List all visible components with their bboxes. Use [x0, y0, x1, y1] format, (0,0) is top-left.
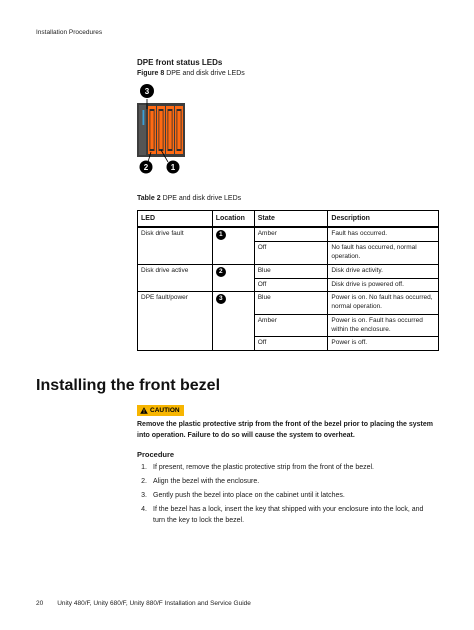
- step-number: 3.: [141, 492, 147, 500]
- step-text: If present, remove the plastic protective strip from the front of the bezel.: [153, 464, 374, 471]
- procedure-steps: [137, 463, 437, 530]
- state-cell: Amber: [254, 227, 328, 241]
- description-cell: Disk drive is powered off.: [328, 278, 439, 292]
- disk-drive: [157, 106, 165, 154]
- table-row: [138, 227, 439, 241]
- description-cell: Fault has occurred.: [328, 227, 439, 241]
- location-badge: 2: [216, 267, 226, 277]
- state-cell: Off: [254, 278, 328, 292]
- figure-title: DPE and disk drive LEDs: [166, 70, 245, 77]
- page-title: Installing the front bezel: [36, 377, 221, 394]
- step-text: Align the bezel with the enclosure.: [153, 478, 260, 486]
- list-item: [137, 477, 437, 487]
- table-title: DPE and disk drive LEDs: [162, 195, 242, 202]
- description-cell: Power is off.: [328, 337, 439, 351]
- description-cell: Disk drive activity.: [328, 264, 439, 278]
- guide-title: Unity 480/F, Unity 680/F, Unity 880/F Installation and Service Guide: [57, 600, 251, 607]
- dpe-led-figure: [137, 84, 197, 174]
- list-item: [137, 491, 437, 501]
- col-header-led: LED: [138, 211, 213, 228]
- led-name: Disk drive active: [138, 264, 213, 292]
- location-cell: [212, 292, 254, 351]
- caution-badge: [137, 405, 184, 416]
- disk-drive: [148, 106, 156, 154]
- procedure-heading: Procedure: [137, 450, 175, 459]
- step-number: 1.: [141, 464, 147, 471]
- disk-drive: [166, 106, 174, 154]
- callout-3: [140, 84, 154, 98]
- table-label: Table 2: [137, 195, 161, 202]
- disk-drive: [175, 106, 183, 154]
- state-cell: Off: [254, 242, 328, 265]
- step-number: 4.: [141, 506, 147, 514]
- callout-3-label: 3: [144, 87, 150, 96]
- table-row: [138, 292, 439, 315]
- table-row: [138, 264, 439, 278]
- table-header-row: [138, 211, 439, 228]
- state-cell: Off: [254, 337, 328, 351]
- callout-2-label: 2: [143, 163, 149, 172]
- location-cell: [212, 227, 254, 264]
- col-header-description: Description: [328, 211, 439, 228]
- step-number: 2.: [141, 478, 147, 486]
- col-header-location: Location: [212, 211, 254, 228]
- caution-text: Remove the plastic protective strip from the front of the bezel prior to placing the system into operation. Failure to do so will cause the system to overheat.: [137, 421, 433, 439]
- description-cell: Power is on. No fault has occurred, normal operation.: [328, 292, 439, 315]
- step-text: Gently push the bezel into place on the cabinet until it latches.: [153, 492, 345, 500]
- state-cell: Blue: [254, 264, 328, 278]
- section-heading: DPE front status LEDs: [137, 58, 223, 67]
- description-cell: Power is on. Fault has occurred within the enclosure.: [328, 314, 439, 337]
- location-badge: 3: [216, 294, 226, 304]
- list-item: [137, 463, 437, 473]
- state-cell: Blue: [254, 292, 328, 315]
- dpe-power-led: [143, 110, 145, 125]
- callout-1: [167, 161, 180, 174]
- page-number: 20: [36, 600, 44, 607]
- description-cell: No fault has occurred, normal operation.: [328, 242, 439, 265]
- led-table: [137, 210, 439, 351]
- page-footer: [36, 600, 251, 607]
- running-header: Installation Procedures: [36, 29, 103, 36]
- callout-1-label: 1: [170, 163, 176, 172]
- figure-caption: [137, 70, 245, 77]
- callout-2: [140, 161, 153, 174]
- location-cell: [212, 264, 254, 292]
- location-badge: 1: [216, 230, 226, 240]
- step-text: If the bezel has a lock, insert the key that shipped with your enclosure into the lock, and turn the key to lock the bezel.: [153, 506, 424, 524]
- state-cell: Amber: [254, 314, 328, 337]
- led-name: DPE fault/power: [138, 292, 213, 351]
- figure-label: Figure 8: [137, 70, 165, 77]
- warning-triangle-icon: [140, 407, 148, 414]
- caution-label: CAUTION: [150, 407, 180, 414]
- col-header-state: State: [254, 211, 328, 228]
- led-name: Disk drive fault: [138, 227, 213, 264]
- list-item: [137, 505, 437, 525]
- table-caption: [137, 195, 241, 202]
